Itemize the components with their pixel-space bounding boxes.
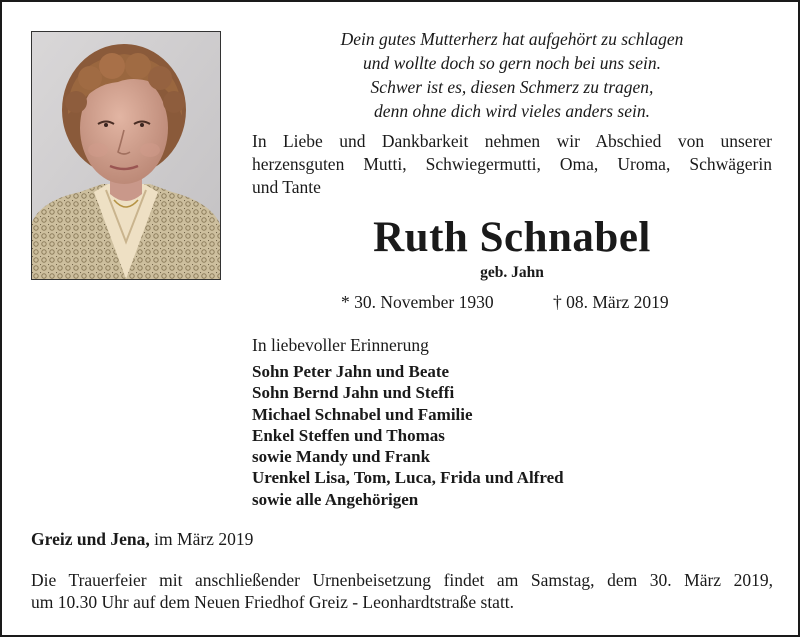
service-line: um 10.30 Uhr auf dem Neuen Friedhof Greiz - Leonhardtstraße statt. [31, 592, 515, 612]
intro-line: und Tante [252, 177, 321, 197]
poem-line: Schwer ist es, diesen Schmerz zu tragen, [370, 77, 654, 97]
poem-line: und wollte doch so gern noch bei uns sein. [363, 53, 661, 73]
intro-line: In Liebe und Dankbarkeit nehmen wir Abschied von unserer [252, 131, 772, 151]
mourner: Sohn Peter Jahn und Beate [252, 362, 450, 381]
funeral-service-info [31, 569, 773, 613]
mourner: Enkel Steffen und Thomas [252, 425, 445, 445]
mourner: sowie alle Angehörigen [252, 489, 419, 509]
portrait-photo-icon [32, 32, 220, 279]
mourner: Sohn Bernd Jahn und Steffi [252, 383, 455, 403]
mourners-list [252, 361, 564, 510]
poem-line: Dein gutes Mutterherz hat aufgehört zu schlagen [340, 29, 684, 49]
deceased-name: Ruth Schnabel [373, 214, 651, 261]
place-date: im März 2019 [149, 529, 254, 549]
service-line: Die Trauerfeier mit anschließender Urnenbeisetzung findet am Samstag, dem 30. März 2019, [31, 570, 773, 590]
death-date: † 08. März 2019 [553, 292, 669, 312]
mourner: sowie Mandy und Frank [252, 447, 431, 467]
portrait-photo [31, 31, 221, 280]
poem-line: denn ohne dich wird vieles anders sein. [374, 101, 650, 121]
mourner: Michael Schnabel und Familie [252, 404, 473, 424]
intro-line: herzensguten Mutti, Schwiegermutti, Oma, Uroma, Schwägerin [252, 154, 772, 174]
memory-heading: In liebevoller Erinnerung [252, 335, 429, 355]
place-and-date [31, 529, 253, 550]
place-location: Greiz und Jena, [31, 529, 150, 549]
birth-name: geb. Jahn [480, 264, 544, 281]
poem [292, 27, 732, 123]
mourner: Urenkel Lisa, Tom, Luca, Frida und Alfred [252, 468, 564, 488]
farewell-intro [252, 130, 772, 199]
birth-date: * 30. November 1930 [341, 292, 494, 312]
